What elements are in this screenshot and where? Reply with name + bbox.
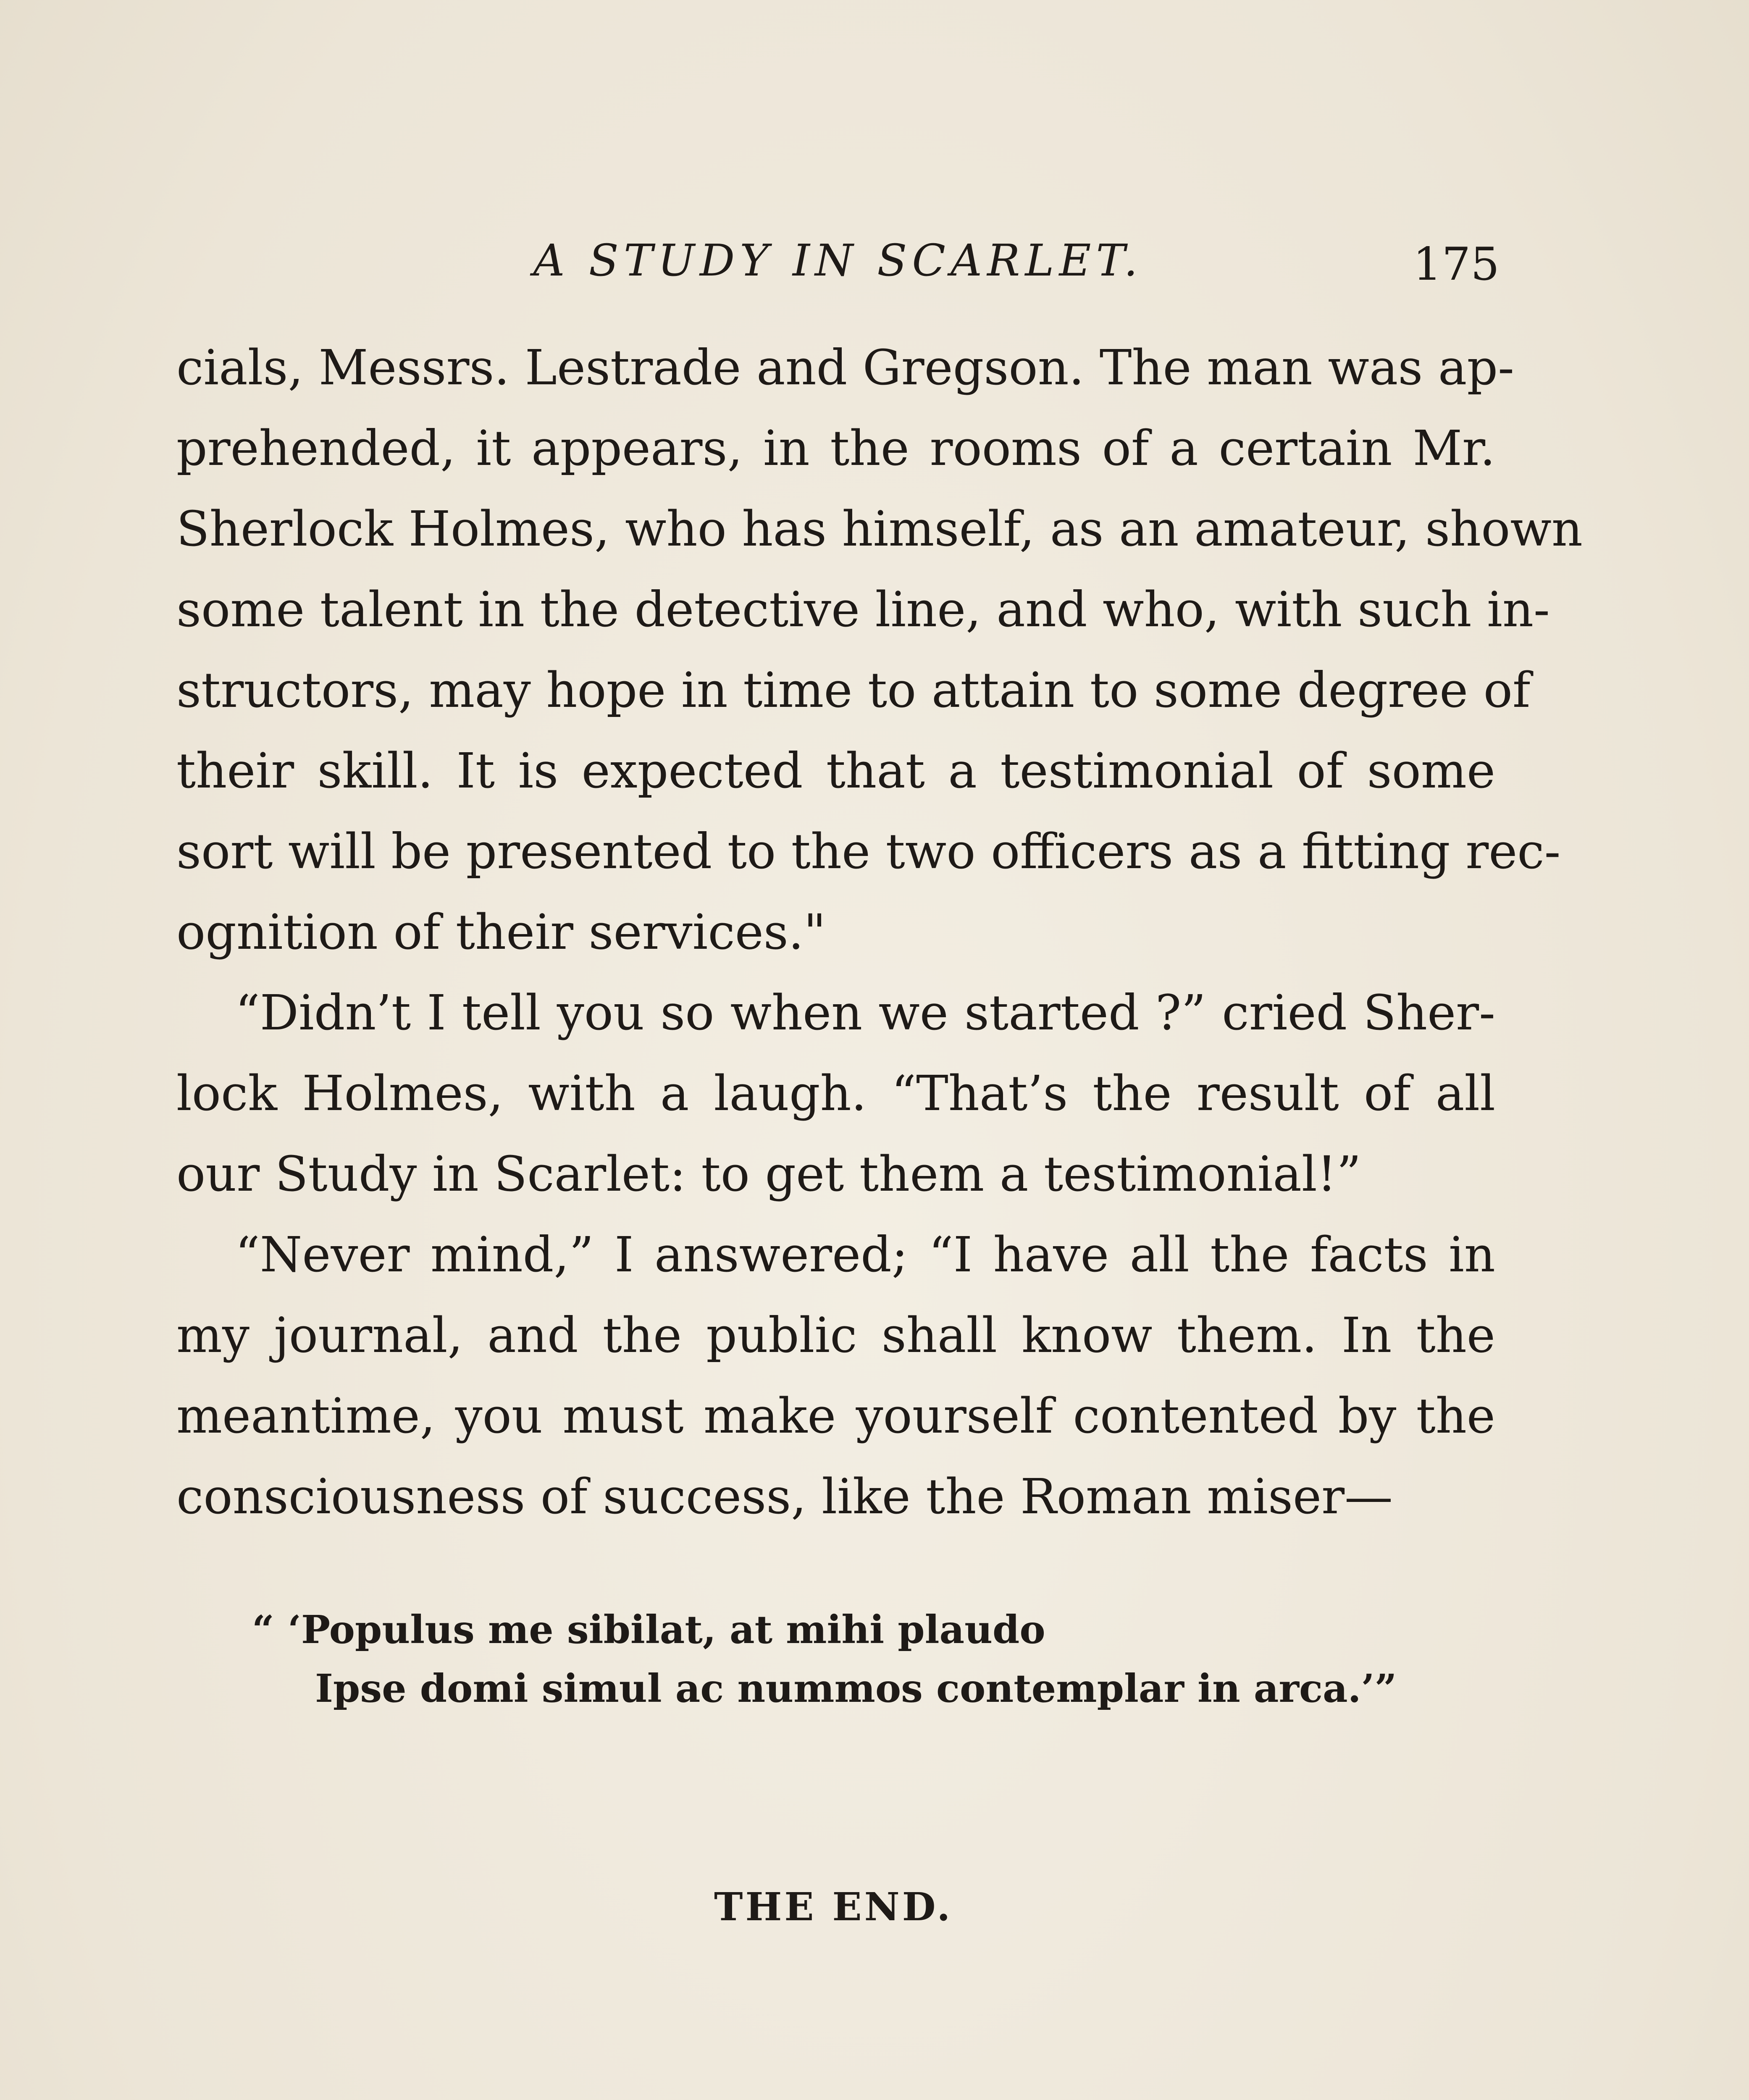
text-line: ognition of their services." — [176, 904, 826, 961]
text-line: sort will be presented to the two officers as a fitting rec- — [176, 824, 1561, 880]
the-end: THE END. — [714, 1884, 953, 1929]
verse-line-2: Ipse domi simul ac nummos contemplar in arca.’” — [315, 1666, 1397, 1711]
text-line: meantime, you must make yourself contented by the — [176, 1388, 1495, 1444]
text-line: “Didn’t I tell you so when we started ?” cried Sher- — [235, 985, 1495, 1041]
text-line: our Study in Scarlet: to get them a testimonial!” — [176, 1146, 1361, 1202]
page-number: 175 — [1413, 238, 1500, 291]
text-line: Sherlock Holmes, who has himself, as an amateur, shown — [176, 501, 1583, 557]
text-line: some talent in the detective line, and who, with such in- — [176, 582, 1550, 638]
verse-line-1: “ ‘Populus me sibilat, at mihi plaudo — [252, 1607, 1045, 1652]
latin-verse — [252, 1600, 1397, 1718]
text-line: lock Holmes, with a laugh. “That’s the result of all — [176, 1066, 1495, 1122]
running-head — [176, 227, 1500, 294]
body-text — [176, 328, 1583, 1537]
text-line: prehended, it appears, in the rooms of a certain Mr. — [176, 420, 1495, 477]
text-line: structors, may hope in time to attain to some degree of — [176, 662, 1531, 719]
text-line: my journal, and the public shall know them. In the — [176, 1307, 1495, 1364]
running-title: A STUDY IN SCARLET. — [533, 235, 1143, 286]
text-line: consciousness of success, like the Roman miser— — [176, 1469, 1393, 1525]
text-line: their skill. It is expected that a testimonial of some — [176, 743, 1495, 799]
text-line: “Never mind,” I answered; “I have all the facts in — [235, 1227, 1495, 1283]
text-line: cials, Messrs. Lestrade and Gregson. The man was ap- — [176, 340, 1514, 396]
